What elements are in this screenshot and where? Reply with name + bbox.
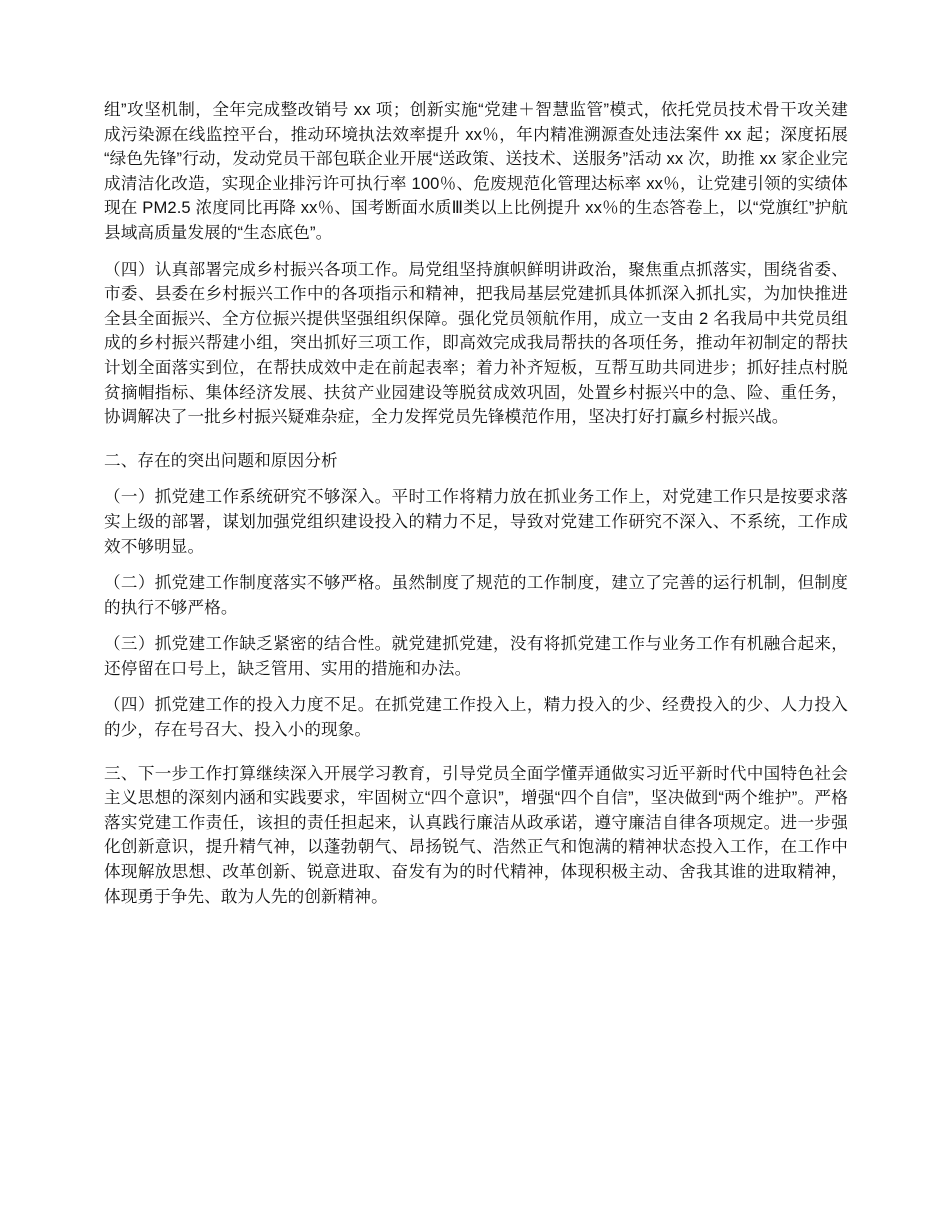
paragraph-rural-revitalization: （四）认真部署完成乡村振兴各项工作。局党组坚持旗帜鲜明讲政治，聚焦重点抓落实，围绕省委、市委、县委在乡村振兴工作中的各项指示和精神，把我局基层党建抓具体抓深入抓扎实，为加快推进全县全面振兴、全方位振兴提供坚强组织保障。强化党员领航作用，成立一支由 2 名我局中共党员组成的乡村振兴帮建小组，突出抓好三项工作，即高效完成我局帮扶的各项任务，推动年初制定的帮扶计划全面落实到位，在帮扶成效中走在前起表率；着力补齐短板，互帮互助共同进步；抓好挂点村脱贫摘帽指标、集体经济发展、扶贫产业园建设等脱贫成效巩固，处置乡村振兴中的急、险、重任务，协调解决了一批乡村振兴疑难杂症，全力发挥党员先锋模范作用，坚决打好打赢乡村振兴战。 xyxy=(104,259,848,427)
paragraph-problem-one: （一）抓党建工作系统研究不够深入。平时工作将精力放在抓业务工作上，对党建工作只是按要求落实上级的部署，谋划加强党组织建设投入的精力不足，导致对党建工作研究不深入、不系统，工作成效不够明显。 xyxy=(104,487,848,556)
paragraph-problem-two: （二）抓党建工作制度落实不够严格。虽然制度了规范的工作制度，建立了完善的运行机制，但制度的执行不够严格。 xyxy=(104,573,848,617)
paragraph-ecology-continued: 组”攻坚机制，全年完成整改销号 xx 项；创新实施“党建＋智慧监管”模式，依托党员技术骨干攻关建成污染源在线监控平台，推动环境执法效率提升 xx％，年内精准溯源查处违法案件 xx 起；深度拓展“绿色先锋”行动，发动党员干部包联企业开展“送政策、送技术、送服务”活动 xx 次，助推 xx 家企业完成清洁化改造，实现企业排污许可执行率 100％、危废规范化管理达标率 xx％，让党建引领的实绩体现在 PM2.5 浓度同比再降 xx％、国考断面水质Ⅲ类以上比例提升 xx％的生态答卷上，以“党旗红”护航县域高质量发展的“生态底色”。 xyxy=(104,100,848,242)
heading-section-two: 二、存在的突出问题和原因分析 xyxy=(104,450,338,470)
paragraph-problem-four: （四）抓党建工作的投入力度不足。在抓党建工作投入上，精力投入的少、经费投入的少、人力投入的少，存在号召大、投入小的现象。 xyxy=(104,695,848,740)
paragraph-problem-three: （三）抓党建工作缺乏紧密的结合性。就党建抓党建，没有将抓党建工作与业务工作有机融合起来，还停留在口号上，缺乏管用、实用的措施和办法。 xyxy=(104,634,848,678)
document-text-column xyxy=(104,98,848,921)
paragraph-section-three-next-steps: 三、下一步工作打算继续深入开展学习教育，引导党员全面学懂弄通做实习近平新时代中国特色社会主义思想的深刻内涵和实践要求，牢固树立“四个意识”，增强“四个自信”，坚决做到“两个维护”。严格落实党建工作责任，该担的责任担起来，认真践行廉洁从政承诺，遵守廉洁自律各项规定。进一步强化创新意识，提升精气神，以蓬勃朝气、昂扬锐气、浩然正气和饱满的精神状态投入工作，在工作中体现解放思想、改革创新、锐意进取、奋发有为的时代精神，体现积极主动、舍我其谁的进取精神，体现勇于争先、敢为人先的创新精神。 xyxy=(104,763,848,906)
